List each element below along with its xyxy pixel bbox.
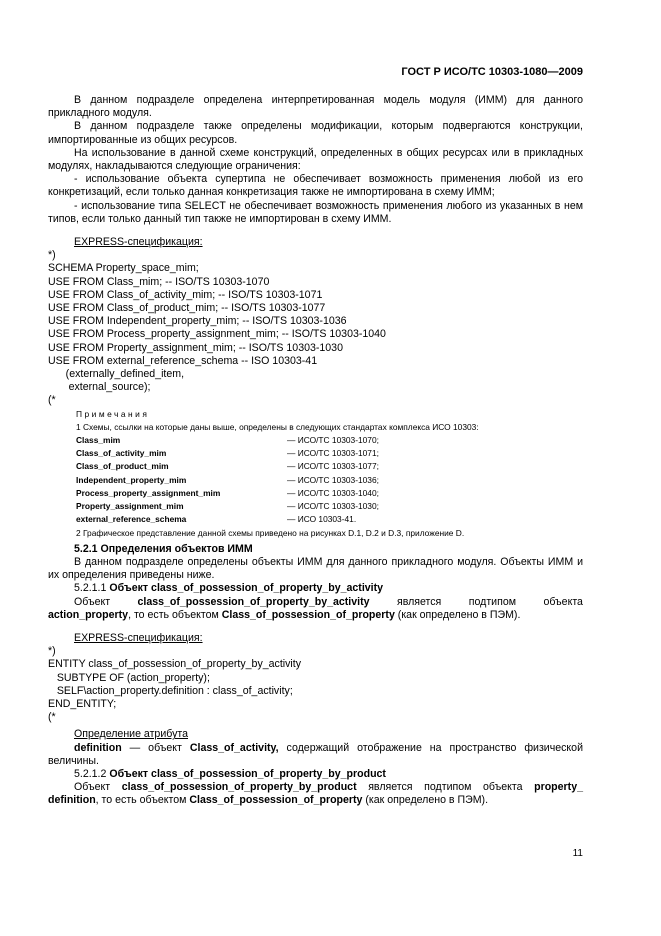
notes-title: Примечания — [76, 408, 150, 419]
code-line: external_source); — [48, 381, 151, 394]
page-content — [48, 94, 583, 808]
section-heading-5-2-1-2: 5.2.1.2 Объект class_of_possession_of_property_by_product — [74, 767, 386, 780]
code-line: USE FROM external_reference_schema -- ISO 10303-41 — [48, 354, 318, 367]
table-row: external_reference_schema — ИСО 10303-41. — [76, 514, 357, 525]
code-line: (* — [48, 711, 56, 724]
code-line: (* — [48, 394, 56, 407]
table-row: Independent_property_mim — ИСО/ТС 10303-1036; — [76, 474, 379, 485]
document-header: ГОСТ Р ИСО/ТС 10303-1080—2009 — [401, 66, 583, 78]
intro-paragraph-3: На использование в данной схеме конструкций, определенных в общих ресурсах или в прикладных модулях, накладываются следующие ограничения: — [48, 146, 583, 173]
table-row: Class_mim — ИСО/ТС 10303-1070; — [76, 435, 379, 446]
express-code-2 — [48, 645, 583, 724]
code-line: USE FROM Class_of_activity_mim; -- ISO/TS 10303-1071 — [48, 288, 323, 301]
code-line: ENTITY class_of_possession_of_property_by_activity — [48, 658, 302, 671]
table-row: Property_assignment_mim — ИСО/ТС 10303-1030; — [76, 501, 379, 512]
code-line: USE FROM Class_of_product_mim; -- ISO/TS 10303-1077 — [48, 302, 326, 315]
section-heading-5-2-1-1: 5.2.1.1 Объект class_of_possession_of_property_by_activity — [74, 582, 384, 595]
intro-paragraph-2: В данном подразделе также определены модификации, которым подвергаются конструкции, импортированные из общих ресурсов. — [48, 120, 583, 146]
intro-bullet-1: - использование объекта супертипа не обеспечивает возможность применения любой из его конкретизаций, если только данная конкретизация также не импортирована в схему ИММ; — [48, 173, 583, 199]
table-row: Class_of_product_mim — ИСО/ТС 10303-1077; — [76, 461, 379, 472]
section-5-2-1-1-line-2: action_property, то есть объектом Class_of_possession_of_property (как определено в ПЭМ). — [48, 608, 521, 621]
note-2: 2 Графическое представление данной схемы приведено на рисунках D.1, D.2 и D.3, приложение D. — [76, 527, 465, 538]
code-line: (externally_defined_item, — [48, 368, 185, 381]
notes-table — [76, 434, 379, 526]
express-label-2: EXPRESS-спецификация: — [74, 631, 203, 644]
express-label-1: EXPRESS-спецификация: — [74, 236, 203, 249]
code-line: *) — [48, 645, 56, 658]
intro-bullet-2: - использование типа SELECT не обеспечивает возможность применения любого из указанных в нем типов, если только данный тип также не импортирован в схему ИММ. — [48, 199, 583, 225]
page-number: 11 — [572, 848, 583, 859]
section-text-5-2-1: В данном подразделе определены объекты ИММ для данного прикладного модуля. Объекты ИММ и их определения приведены ниже. — [48, 555, 583, 582]
table-row: Class_of_activity_mim — ИСО/ТС 10303-1071; — [76, 448, 379, 459]
intro-paragraph-1: В данном подразделе определена интерпретированная модель модуля (ИММ) для данного прикладного модуля. — [48, 94, 583, 120]
attribute-definition: definition — объект Class_of_activity, содержащий отображение на пространство физической величины. — [48, 741, 583, 767]
code-line: END_ENTITY; — [48, 697, 117, 710]
note-1: 1 Схемы, ссылки на которые даны выше, определены в следующих стандартах комплекса ИСО 10303: — [76, 421, 479, 432]
express-code-1 — [48, 249, 583, 407]
table-row: Process_property_assignment_mim — ИСО/ТС 10303-1040; — [76, 487, 379, 498]
notes-block — [48, 408, 583, 540]
code-line: *) — [48, 249, 56, 262]
code-line: SELF\action_property.definition : class_of_activity; — [48, 684, 293, 697]
code-line: SUBTYPE OF (action_property); — [48, 671, 210, 684]
section-5-2-1-1-line-1: Объект class_of_possession_of_property_by_activity является подтипом объекта — [74, 595, 583, 608]
code-line: SCHEMA Property_space_mim; — [48, 262, 199, 275]
attribute-label: Определение атрибута — [74, 728, 189, 741]
code-line: USE FROM Class_mim; -- ISO/TS 10303-1070 — [48, 275, 270, 288]
code-line: USE FROM Process_property_assignment_mim; -- ISO/TS 10303-1040 — [48, 328, 386, 341]
code-line: USE FROM Property_assignment_mim; -- ISO/TS 10303-1030 — [48, 341, 343, 354]
section-text-5-2-1-2: Объект class_of_possession_of_property_by_product является подтипом объекта property_ definition, то есть объектом Class_of_possession_of_property (как определено в ПЭМ). — [48, 781, 583, 807]
section-heading-5-2-1: 5.2.1 Определения объектов ИММ — [74, 542, 253, 555]
code-line: USE FROM Independent_property_mim; -- ISO/TS 10303-1036 — [48, 315, 347, 328]
